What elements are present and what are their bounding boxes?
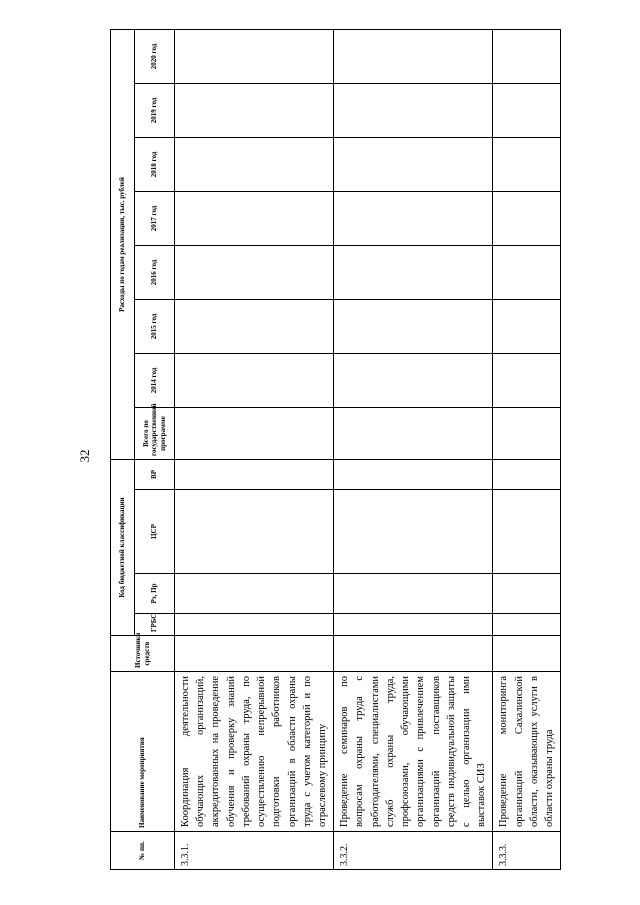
header-expenses: Расходы по годам реализации, тыс. рублей [111,29,135,459]
header-year: 2020 год [135,29,175,83]
header-grbs: ГРБС [135,614,175,636]
header-year: 2019 год [135,83,175,137]
table-row [334,29,493,869]
header-name: Наименование мероприятия [111,672,175,832]
header-year: 2017 год [135,191,175,245]
header-num: № пп. [111,832,175,870]
header-year: 2015 год [135,299,175,353]
page-number: 32 [77,449,92,463]
row-number: 3.3.1. [175,832,334,870]
header-vr: ВР [135,459,175,489]
program-table [110,29,561,870]
row-name: Проведение семинаров по вопросам охраны труда с работодателями, специалистами служб охраны труда, профсоюзами, обучающими организациями с привлечением организаций поставщиков средств индивидуальной защиты с целью организации ими выставок СИЗ [334,672,493,832]
row-number: 3.3.2. [334,832,493,870]
header-budget-code: Код бюджетной классификации [111,459,135,635]
header-csr: ЦСР [135,490,175,574]
header-year: 2016 год [135,245,175,299]
header-year: 2018 год [135,137,175,191]
row-name: Проведение мониторинга организаций Сахалинской области, оказывающих услуги в области охраны труда [493,672,561,832]
header-rzpr: Рз, Пр [135,574,175,614]
table-row [175,29,334,869]
header-total: Всего по государственной программе [135,407,175,459]
table-row [493,29,561,869]
header-year: 2014 год [135,353,175,407]
header-source: Источники средств [111,636,175,672]
row-name: Координация деятельности обучающих организаций, аккредитованных на проведение обучения и проверку знаний требований охраны труда, по осуществлению непрерывной подготовки работников организаций в области охраны труда с учетом категорий и по отраслевому принципу [175,672,334,832]
row-number: 3.3.3. [493,832,561,870]
program-table-wrapper [110,30,556,870]
